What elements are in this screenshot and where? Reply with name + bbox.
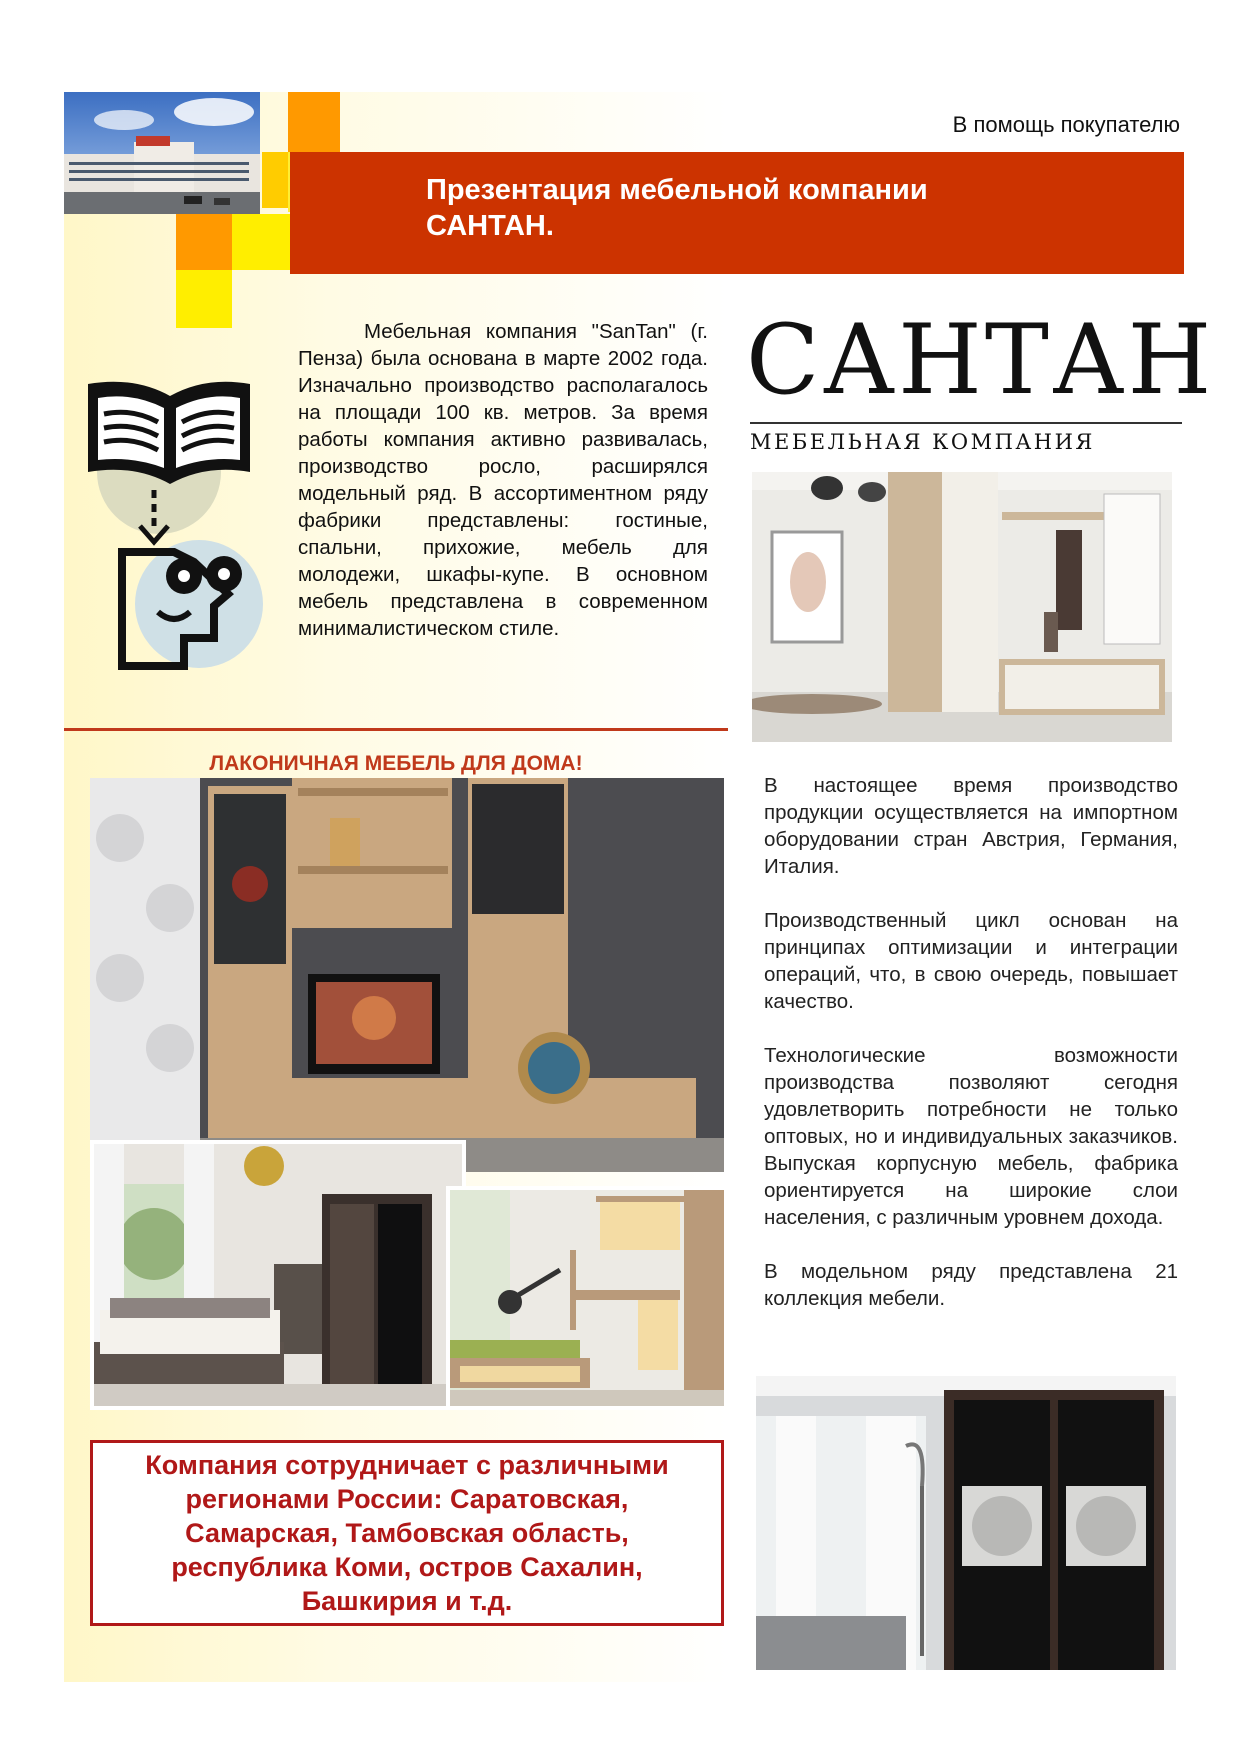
- bedroom-furniture-photo: [90, 1140, 466, 1410]
- factory-building-photo: [64, 92, 260, 214]
- paragraph-collections: В модельном ряду представлена 21 коллекция мебели.: [764, 1260, 1178, 1310]
- page-title: [426, 172, 1126, 244]
- reading-head-illustration: [74, 376, 274, 676]
- paragraph-capabilities: Технологические возможности производства позволяют сегодня удовлетворить потребности не только оптовых, но и индивидуальных заказчиков. Выпуская корпусную мебель, фабрика ориентируется на широкие слои населения, с различным уровнем дохода.: [764, 1044, 1178, 1229]
- right-text-column: [764, 772, 1178, 1312]
- section-label: В помощь покупателю: [952, 112, 1180, 137]
- section-divider: [64, 728, 728, 731]
- wardrobe-furniture-photo: [756, 1376, 1176, 1670]
- slogan-heading: ЛАКОНИЧНАЯ МЕБЕЛЬ ДЛЯ ДОМА!: [209, 752, 583, 775]
- brand-logo-rule: [750, 422, 1182, 424]
- brand-logo-subtitle: МЕБЕЛЬНАЯ КОМПАНИЯ: [750, 430, 1095, 454]
- living-room-furniture-photo: [90, 778, 724, 1172]
- intro-paragraph: Мебельная компания "SanTan" (г. Пенза) была основана в марте 2002 года. Изначально производство располагалось на площади 100 кв. метров. За время работы компания активно развивалась, производство росло, расширялся модельный ряд. В ассортиментном ряду фабрики представлены: гостиные, спальни, прихожие, мебель для молодежи, шкафы-купе. В основном мебель представлена в современном минималистическом стиле.: [298, 320, 708, 640]
- regions-callout-text: Компания сотрудничает с различными регионами России: Саратовская, Самарская, Тамбовская область, республика Коми, остров Сахалин, Башкирия и т.д.: [145, 1450, 669, 1616]
- hallway-furniture-photo: [752, 472, 1172, 742]
- page-title-line1: Презентация мебельной компании: [426, 174, 928, 206]
- paragraph-equipment: В настоящее время производство продукции осуществляется на импортном оборудовании стран Австрия, Германия, Италия.: [764, 774, 1178, 878]
- regions-callout-box: [90, 1440, 724, 1626]
- page-title-line2: САНТАН.: [426, 210, 554, 242]
- paragraph-production-cycle: Производственный цикл основан на принципах оптимизации и интеграции операций, что, в свою очередь, повышает качество.: [764, 909, 1178, 1013]
- brand-logo-name: САНТАН: [746, 304, 1215, 416]
- youth-room-furniture-photo: [446, 1186, 728, 1410]
